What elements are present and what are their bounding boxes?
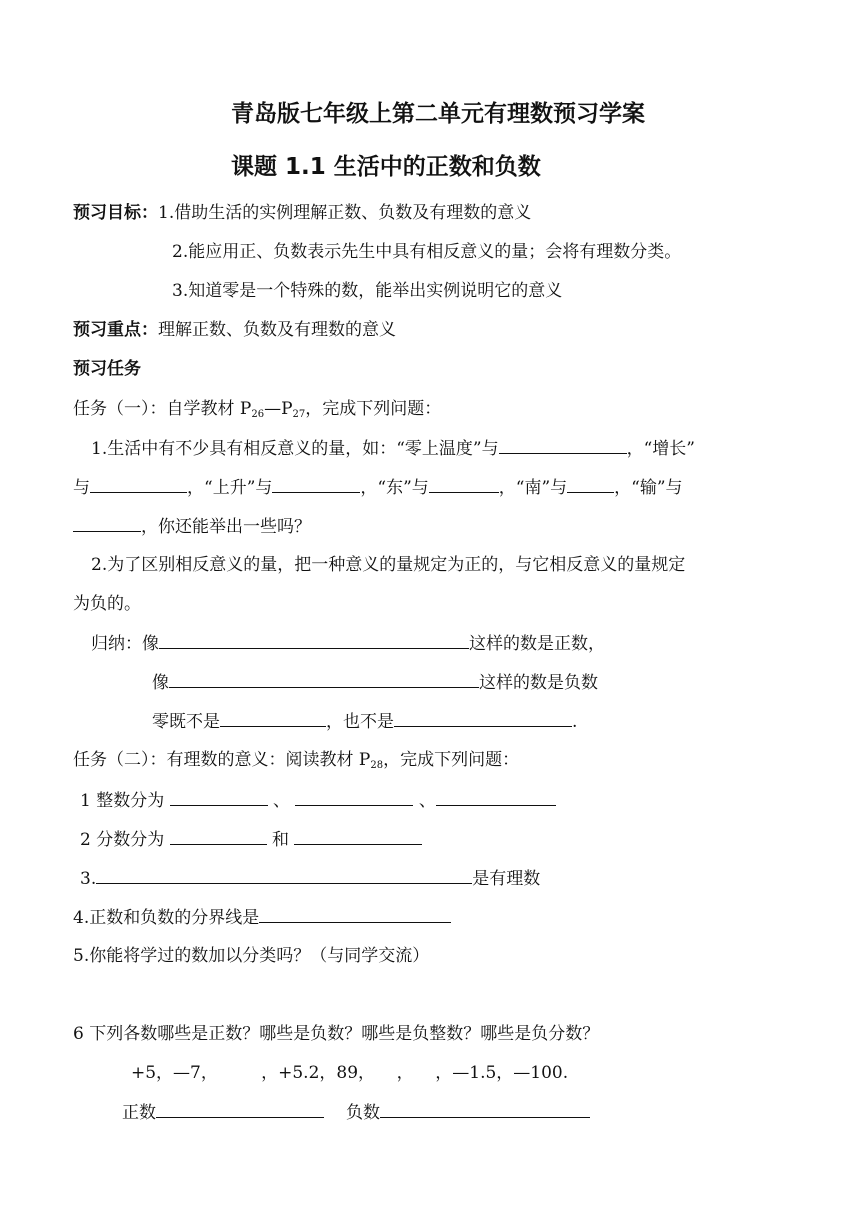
- summary-label: 归纳：: [91, 634, 142, 654]
- page-sub: 27: [292, 409, 306, 420]
- summary-negative: [152, 670, 598, 695]
- doc-title: 青岛版七年级上第二单元有理数预习学案: [231, 101, 645, 127]
- q1-text: ，“增长”: [626, 439, 695, 459]
- answer-blank[interactable]: [96, 866, 472, 884]
- answer-blank[interactable]: [73, 514, 141, 532]
- summary-text: 这样的数是正数，: [469, 634, 605, 654]
- key-line: [73, 318, 396, 342]
- answer-blank[interactable]: [394, 709, 572, 727]
- goal-item: 2.能应用正、负数表示先生中具有相反意义的量；会将有理数分类。: [172, 242, 682, 262]
- negative-label: 负数: [346, 1103, 380, 1123]
- answer-blank[interactable]: [220, 709, 326, 727]
- q-label: 3.: [80, 869, 97, 889]
- q1-line-2: [73, 475, 683, 500]
- task2-heading-text: 任务（二）：有理数的意义：阅读教材 P: [73, 750, 371, 770]
- q-text: 是有理数: [472, 869, 541, 889]
- summary-text: 零既不是: [152, 712, 220, 732]
- positive-label: 正数: [122, 1103, 156, 1123]
- summary-text: 像: [142, 634, 159, 654]
- q1-text: ，你还能举出一些吗？: [141, 517, 311, 537]
- separator: 、: [418, 791, 436, 811]
- task2-q1: [80, 788, 556, 813]
- classify-line: [122, 1100, 590, 1125]
- summary-text: .: [572, 712, 578, 732]
- q1-text: ，“上升”与: [187, 478, 273, 498]
- goals-label: 预习目标：: [73, 203, 158, 223]
- answer-blank[interactable]: [294, 827, 422, 845]
- summary-text: 这样的数是负数: [479, 673, 598, 693]
- summary-text: 像: [152, 673, 169, 693]
- q1-text: 1.生活中有不少具有相反意义的量，如：“零上温度”与: [91, 439, 499, 459]
- goal-item: 1.借助生活的实例理解正数、负数及有理数的意义: [158, 203, 532, 223]
- goals-line-1: [73, 201, 531, 225]
- task2-q2: [80, 827, 422, 852]
- summary-zero: [152, 709, 577, 734]
- tasks-heading: 预习任务: [73, 359, 141, 379]
- task1-heading-end: ，完成下列问题：: [305, 399, 442, 419]
- q-label: 1 整数分为: [80, 791, 165, 811]
- answer-blank[interactable]: [170, 827, 267, 845]
- lesson-title: 课题 1.1 生活中的正数和负数: [231, 154, 541, 180]
- separator: 、: [273, 791, 291, 811]
- key-label: 预习重点：: [73, 320, 158, 340]
- task2-q3: [80, 866, 540, 891]
- q1-text: 与: [73, 478, 90, 498]
- answer-blank[interactable]: [156, 1100, 324, 1118]
- task2-q6: 6 下列各数哪些是正数？哪些是负数？哪些是负整数？哪些是负分数？: [73, 1024, 600, 1044]
- summary-positive: [91, 631, 605, 656]
- task2-q4: [73, 905, 451, 930]
- q2-line-1: 2.为了区别相反意义的量，把一种意义的量规定为正的，与它相反意义的量规定: [91, 555, 686, 575]
- answer-blank[interactable]: [567, 475, 614, 493]
- task1-heading: [73, 397, 441, 427]
- q1-text: ，“东”与: [360, 478, 429, 498]
- answer-blank[interactable]: [295, 788, 413, 806]
- summary-text: ，也不是: [326, 712, 394, 732]
- page-sub: 26: [251, 409, 265, 420]
- answer-blank[interactable]: [272, 475, 360, 493]
- q1-text: ，“南”与: [498, 478, 568, 498]
- task2-q5: 5.你能将学过的数加以分类吗？（与同学交流）: [73, 946, 430, 966]
- answer-blank[interactable]: [170, 788, 268, 806]
- task2-heading: [73, 748, 519, 778]
- answer-blank[interactable]: [259, 905, 451, 923]
- q1-line-3: [73, 514, 311, 539]
- answer-blank[interactable]: [499, 436, 627, 454]
- q1-text: ，“输”与: [614, 478, 683, 498]
- answer-blank[interactable]: [90, 475, 187, 493]
- q2-line-2: 为负的。: [73, 594, 141, 614]
- answer-blank[interactable]: [159, 631, 469, 649]
- task1-heading-text: 任务（一）：自学教材 P: [73, 399, 252, 419]
- number-list: +5，—7， ，+5.2，89， ， ，—1.5，—100.: [131, 1063, 569, 1083]
- task1-heading-dash: —P: [264, 399, 293, 419]
- answer-blank[interactable]: [169, 670, 479, 688]
- q-text: 4.正数和负数的分界线是: [73, 908, 260, 928]
- q-label: 2 分数分为: [80, 830, 165, 850]
- key-text: 理解正数、负数及有理数的意义: [158, 320, 396, 340]
- answer-blank[interactable]: [436, 788, 556, 806]
- answer-blank[interactable]: [429, 475, 499, 493]
- and-text: 和: [272, 830, 290, 850]
- task2-heading-end: ，完成下列问题：: [383, 750, 520, 770]
- goal-item: 3.知道零是一个特殊的数，能举出实例说明它的意义: [172, 281, 563, 301]
- q1-line-1: [91, 436, 695, 461]
- answer-blank[interactable]: [380, 1100, 590, 1118]
- page-sub: 28: [370, 760, 384, 771]
